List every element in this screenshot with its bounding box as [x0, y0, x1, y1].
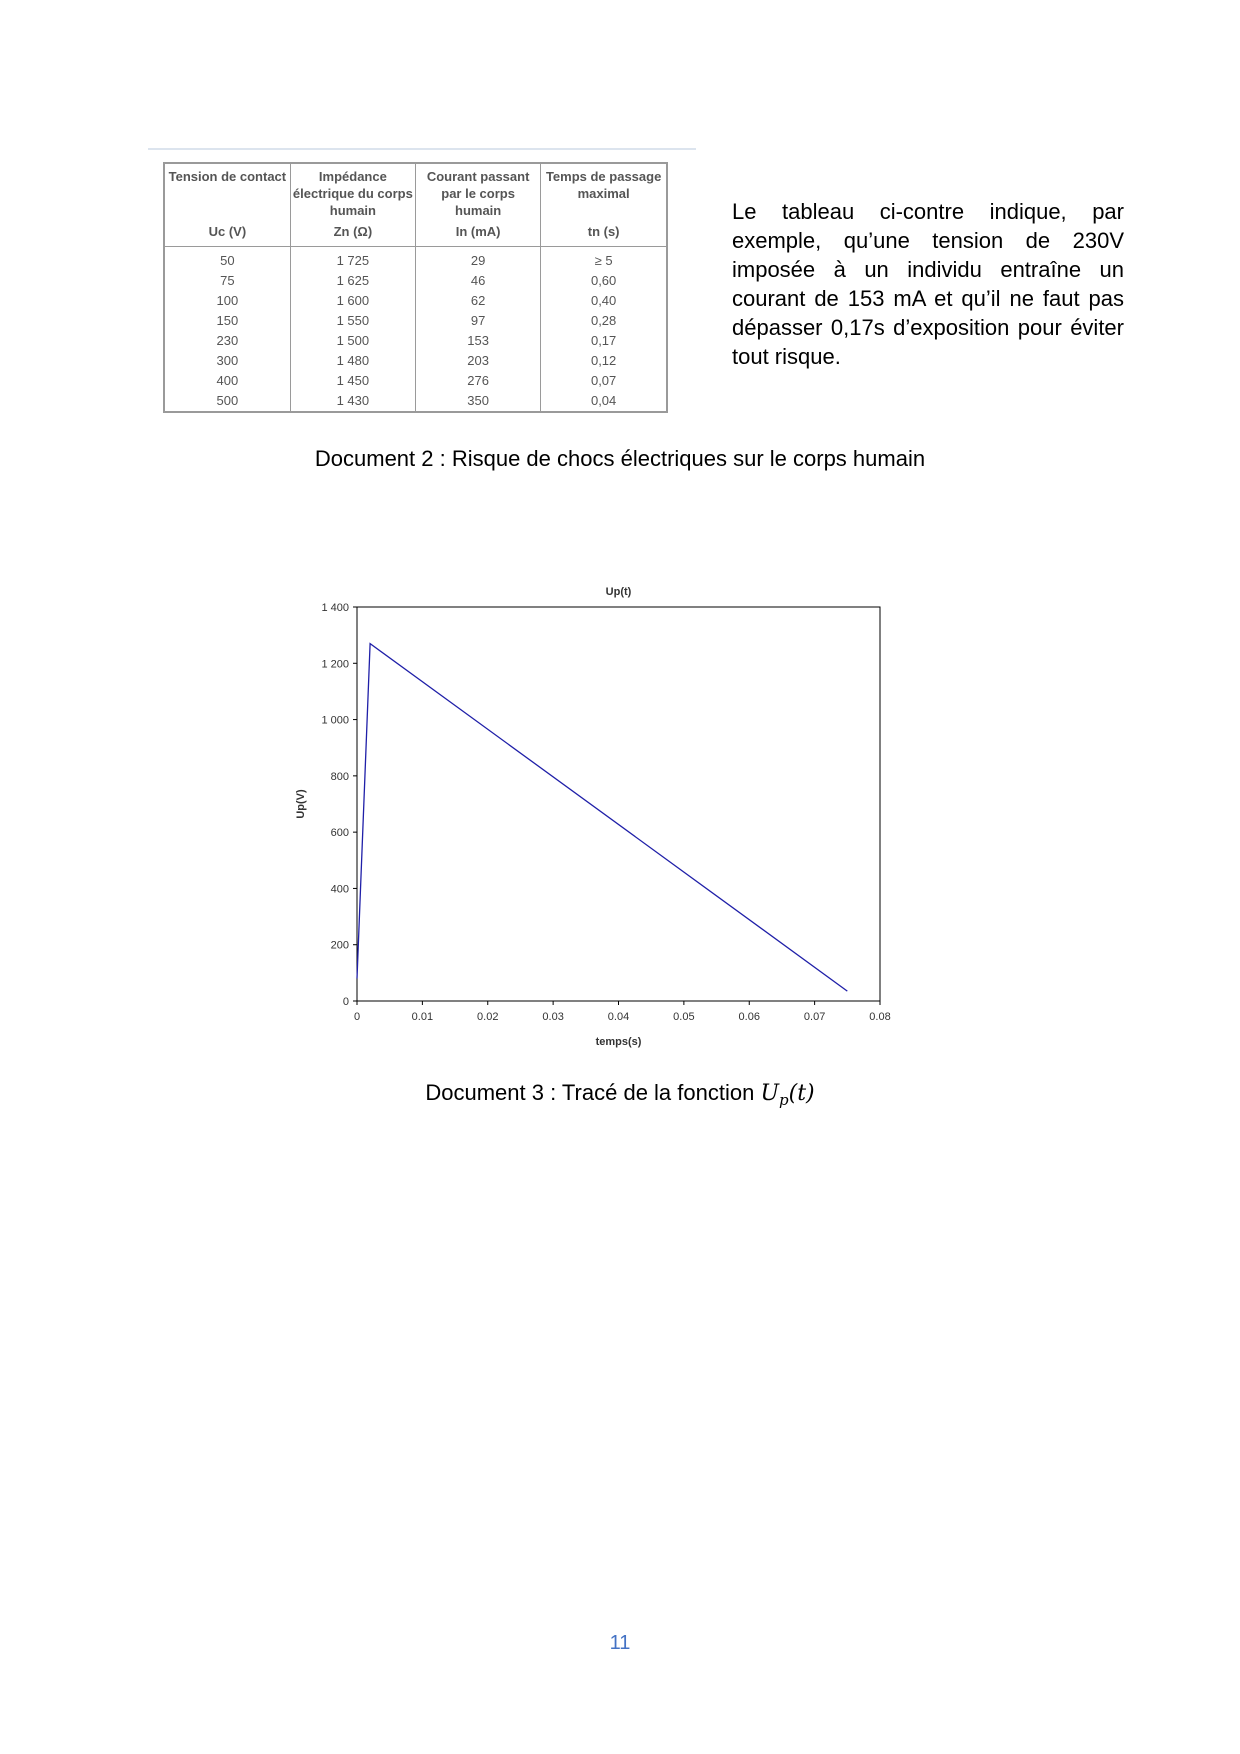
x-axis-label: temps(s)	[595, 1036, 642, 1048]
table-cell: 1 550	[290, 311, 415, 331]
table-row	[165, 291, 666, 311]
x-tick-label: 0.07	[803, 1011, 826, 1023]
table-cell: 276	[416, 371, 541, 391]
series-line-up-t	[357, 644, 847, 992]
table-cell: 1 450	[290, 371, 415, 391]
table-cell: 62	[416, 291, 541, 311]
table-cell: 1 600	[290, 291, 415, 311]
y-axis-label: Up(V)	[295, 789, 307, 819]
table-cell: 1 430	[290, 391, 415, 411]
function-argument: (t)	[788, 1081, 815, 1106]
table-cell: 300	[165, 351, 290, 371]
table-row	[165, 351, 666, 371]
y-tick-label: 0	[342, 996, 349, 1008]
function-name: U	[760, 1081, 779, 1106]
table-header-tension: Tension de contact	[165, 164, 290, 219]
table-cell: 0,60	[590, 273, 617, 289]
table-cell: 500	[165, 391, 290, 411]
shock-risk-table	[163, 162, 668, 413]
y-tick-label: 200	[330, 939, 349, 952]
y-tick-label: 400	[330, 883, 349, 896]
function-subscript: p	[779, 1091, 789, 1109]
table-row	[165, 271, 666, 291]
x-tick-label: 0.02	[477, 1011, 499, 1023]
chart-title: Up(t)	[605, 586, 632, 598]
y-tick-label: 800	[330, 770, 349, 783]
top-divider-line	[148, 148, 696, 150]
table-header-temps: Temps de passage maximal	[545, 169, 662, 201]
table-cell: 1 500	[290, 331, 415, 351]
page-number: 11	[609, 1632, 631, 1654]
table-cell: 230	[165, 331, 290, 351]
table-cell: 0,40	[590, 293, 617, 309]
table-cell: 0,07	[590, 373, 617, 389]
x-tick-label: 0.08	[869, 1011, 891, 1023]
table-cell: 1 480	[290, 351, 415, 371]
table-cell: 153	[416, 331, 541, 351]
y-tick-label: 1 000	[321, 714, 349, 727]
table-cell: 1 625	[290, 271, 415, 291]
table-header-courant: Courant passant par le corps humain	[416, 164, 541, 219]
table-cell: 0,17	[590, 333, 617, 349]
table-cell: 29	[416, 247, 541, 272]
table-row	[165, 391, 666, 411]
up-t-chart	[280, 580, 920, 1070]
table-row	[165, 371, 666, 391]
table-cell: 150	[165, 311, 290, 331]
table-row	[165, 331, 666, 351]
x-tick-label: 0	[353, 1011, 361, 1023]
function-symbol	[760, 1081, 815, 1109]
table-cell: 46	[416, 271, 541, 291]
document-3-caption	[0, 1080, 1240, 1109]
table-cell: ≥ 5	[594, 253, 613, 269]
table-row	[165, 247, 666, 272]
table-cell: 350	[416, 391, 541, 411]
y-tick-label: 1 200	[321, 658, 349, 671]
table-unit-in: In (mA)	[416, 219, 541, 247]
table-cell: 75	[165, 271, 290, 291]
table-explanation-paragraph: Le tableau ci-contre indique, par exemple, qu’une tension de 230V imposée à un individu entraîne un courant de 153 mA et qu’il ne faut pas dépasser 0,17s d’exposition pour éviter tout risque.	[732, 199, 1124, 369]
table-unit-uc: Uc (V)	[165, 219, 290, 247]
document-2-caption: Document 2 : Risque de chocs électriques sur le corps humain	[314, 446, 926, 471]
table-cell: 0,12	[590, 353, 617, 369]
table-cell: 1 725	[290, 247, 415, 272]
y-tick-label: 1 400	[321, 602, 349, 614]
plot-frame	[357, 607, 880, 1001]
table-unit-tn: tn (s)	[541, 219, 666, 247]
table-header-row	[165, 164, 666, 219]
table-cell: 203	[416, 351, 541, 371]
x-tick-label: 0.06	[738, 1011, 760, 1023]
x-tick-label: 0.01	[411, 1011, 434, 1023]
table-row	[165, 311, 666, 331]
y-tick-label: 600	[330, 827, 349, 840]
table-cell: 0,28	[590, 313, 617, 329]
table-cell: 400	[165, 371, 290, 391]
table-units-row	[165, 219, 666, 247]
table-cell: 97	[416, 311, 541, 331]
document-3-caption-prefix: Document 3 : Tracé de la fonction	[425, 1080, 761, 1105]
table-unit-zn: Zn (Ω)	[290, 219, 415, 247]
table-cell: 50	[165, 247, 290, 272]
table-cell: 100	[165, 291, 290, 311]
x-tick-label: 0.03	[542, 1011, 564, 1023]
table-header-impedance: Impédance électrique du corps humain	[290, 164, 415, 219]
x-tick-label: 0.04	[607, 1011, 630, 1023]
table-cell: 0,04	[590, 393, 617, 409]
x-tick-label: 0.05	[673, 1011, 695, 1023]
